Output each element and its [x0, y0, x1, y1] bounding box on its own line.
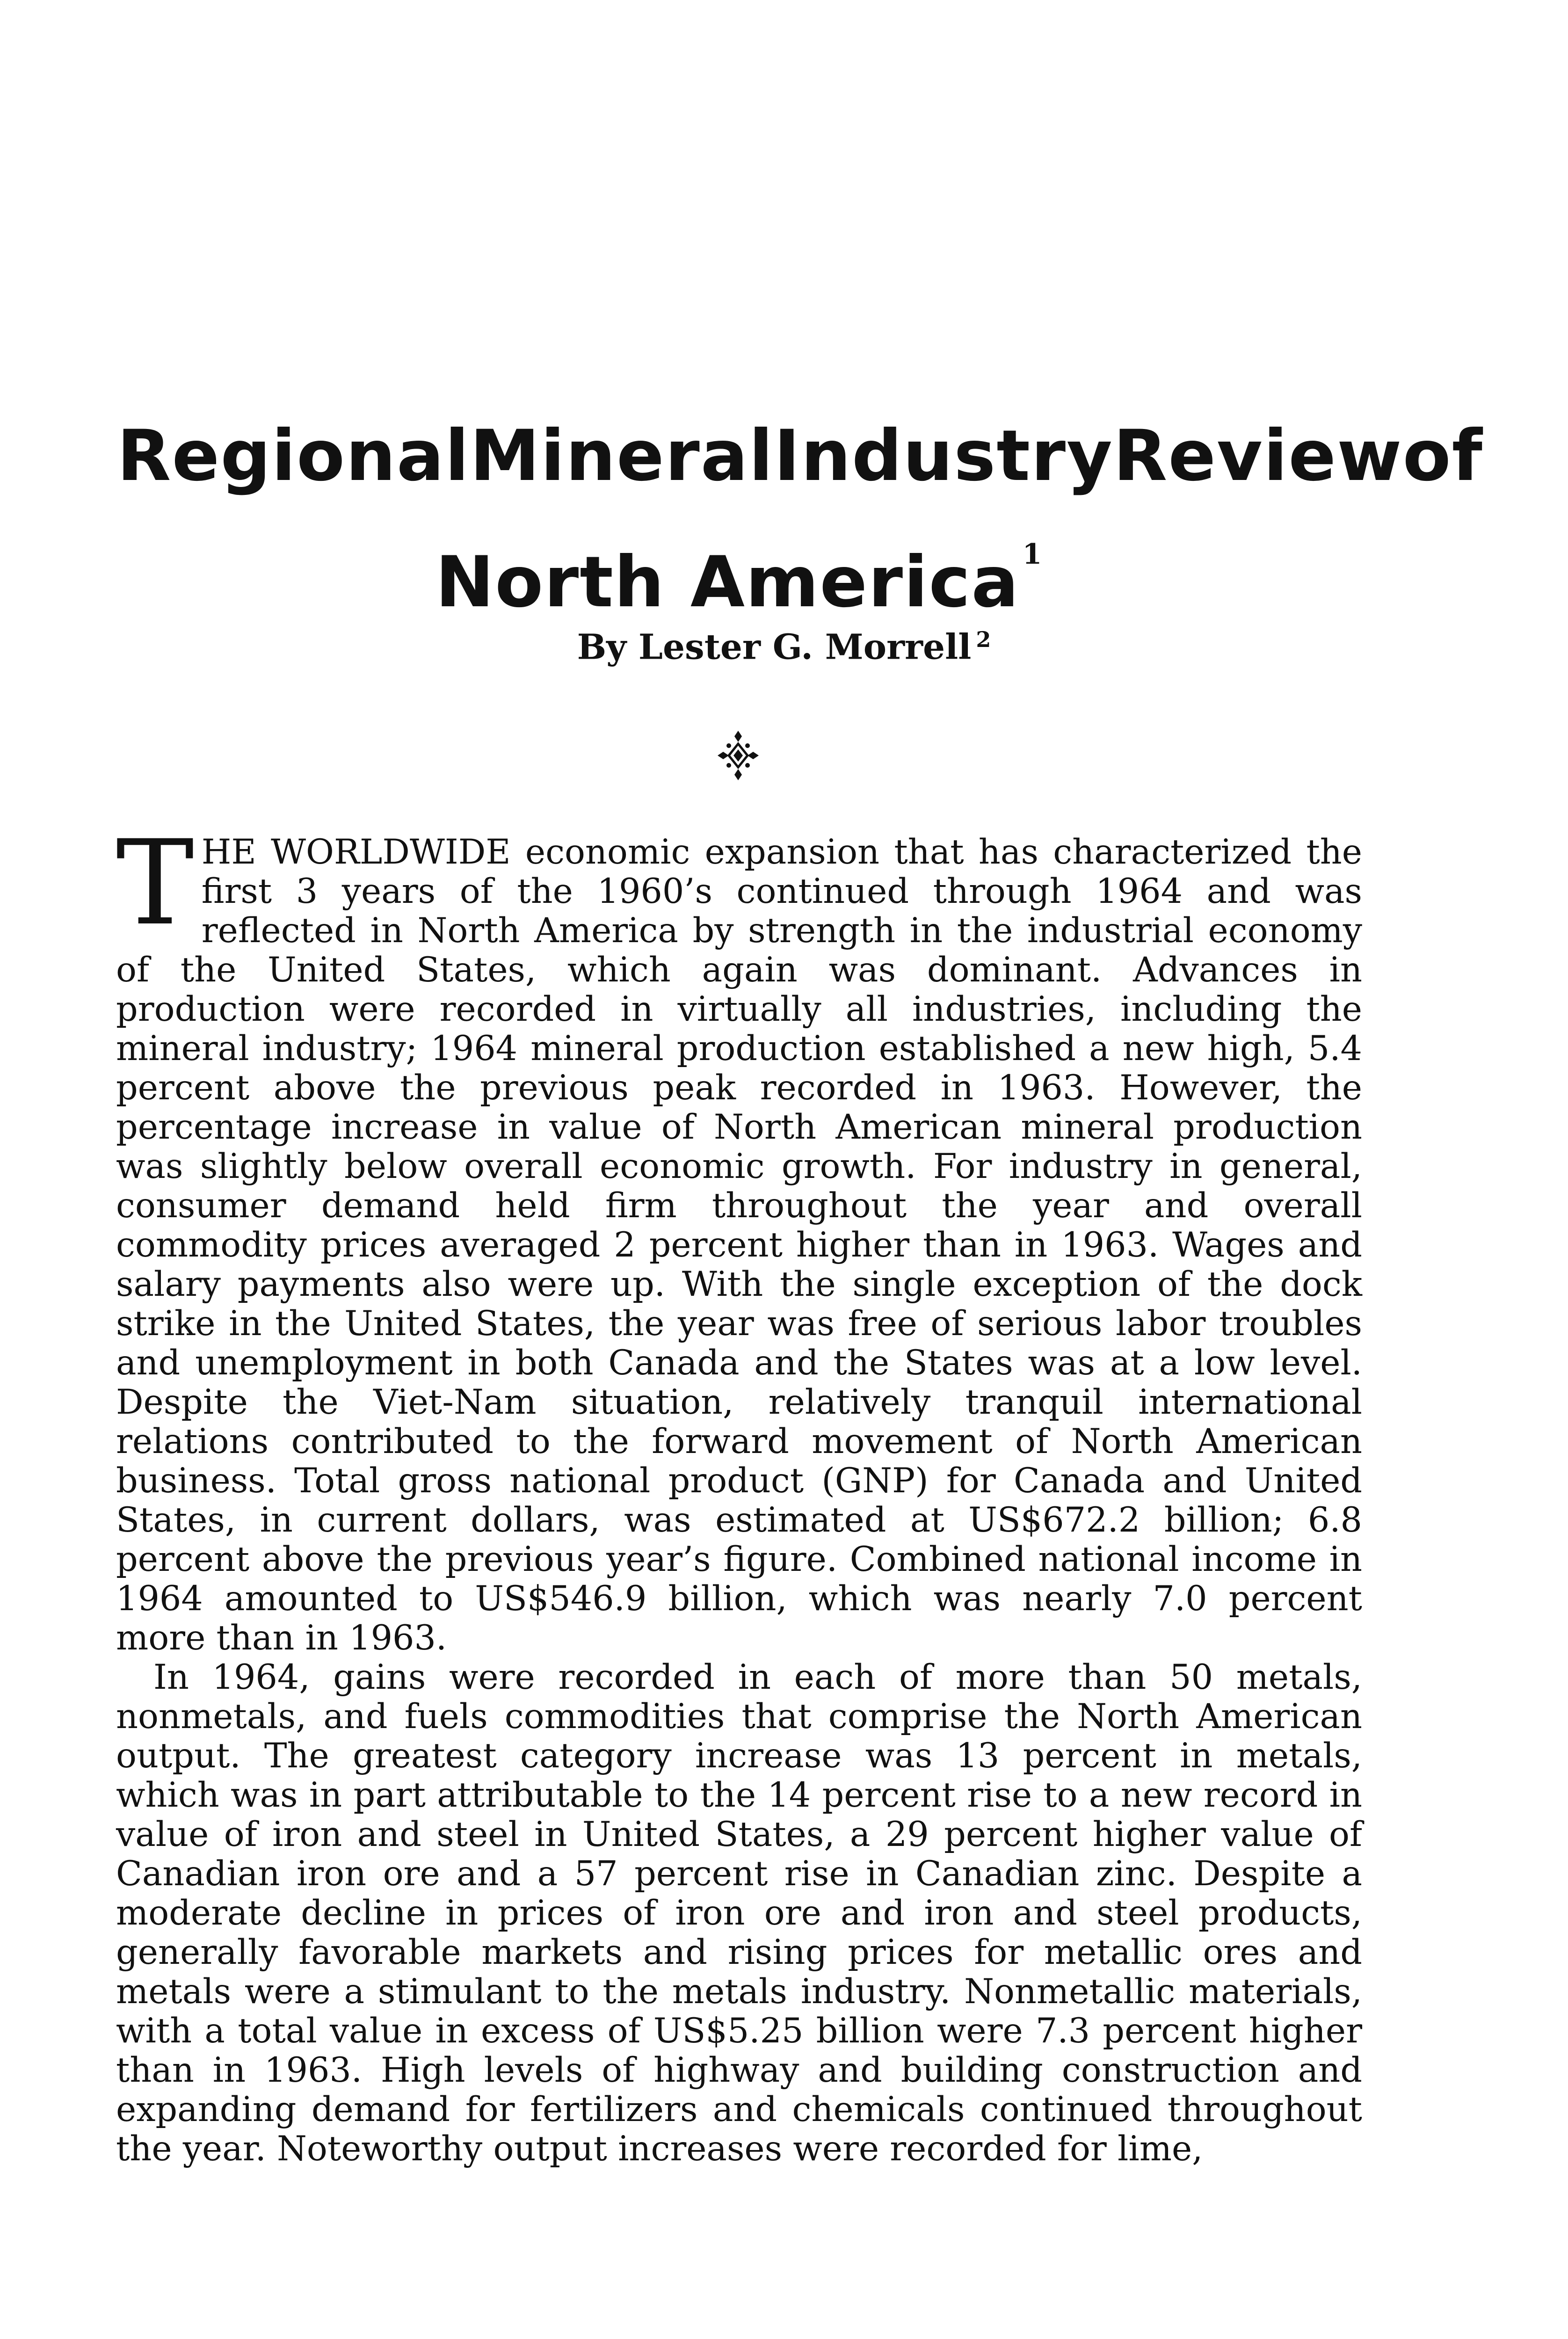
- paragraph-1-text: HE WORLDWIDE economic expansion that has characterized the first 3 years of the 1960’s continued through 1964 and was reflected in North America by strength in the industrial economy of the United States, which again was dominant. Advances in production were recorded in virtually all industries, including the mineral industry; 1964 mineral production established a new high, 5.4 percent above the previous peak recorded in 1963. However, the percentage increase in value of North American mineral production was slightly below overall economic growth. For industry in general, consumer demand held firm throughout the year and overall commodity prices averaged 2 percent higher than in 1963. Wages and salary payments also were up. With the single exception of the dock strike in the United States, the year was free of serious labor troubles and unemployment in both Canada and the States was at a low level. Despite the Viet-Nam situation, relatively tranquil international relations contributed to the forward movement of North American business. Total gross national product (GNP) for Canada and United States, in current dollars, was estimated at US$672.2 billion; 6.8 percent above the previous year’s figure. Combined national income in 1964 amounted to US$546.9 billion, which was nearly 7.0 percent more than in 1963.: [116, 832, 1362, 1658]
- byline-text: By Lester G. Morrell: [577, 627, 972, 668]
- byline-footnote-ref[interactable]: 2: [976, 627, 991, 652]
- author-byline: [0, 627, 1568, 668]
- article-title: [117, 398, 1483, 641]
- title-word: Industry: [774, 415, 1113, 497]
- paragraph: In 1964, gains were recorded in each of more than 50 metals, nonmetals, and fuels commodities that comprise the North American output. The greatest category increase was 13 percent in metals, which was in part attributable to the 14 percent rise to a new record in value of iron and steel in United States, a 29 percent higher value of Canadian iron ore and a 57 percent rise in Canadian zinc. Despite a moderate decline in prices of iron ore and iron and steel products, generally favorable markets and rising prices for metallic ores and metals were a stimulant to the metals industry. Nonmetallic materials, with a total value in excess of US$5.25 billion were 7.3 percent higher than in 1963. High levels of highway and building construction and expanding demand for fertilizers and chemicals continued throughout the year. Noteworthy output increases were recorded for lime,: [116, 1657, 1362, 2169]
- title-footnote-ref[interactable]: 1: [1022, 538, 1043, 571]
- title-word: Review: [1113, 415, 1403, 497]
- paragraph: [116, 815, 1362, 1658]
- title-word: Mineral: [470, 415, 774, 497]
- article-body: [116, 815, 1362, 2169]
- title-line-1: [117, 398, 1483, 515]
- fleuron-ornament-icon: [715, 730, 762, 781]
- title-line-2-text: North America: [435, 542, 1020, 623]
- title-word: Regional: [117, 415, 470, 497]
- title-line-2: [117, 515, 1361, 641]
- drop-cap: T: [116, 815, 194, 951]
- title-word: of: [1402, 415, 1483, 497]
